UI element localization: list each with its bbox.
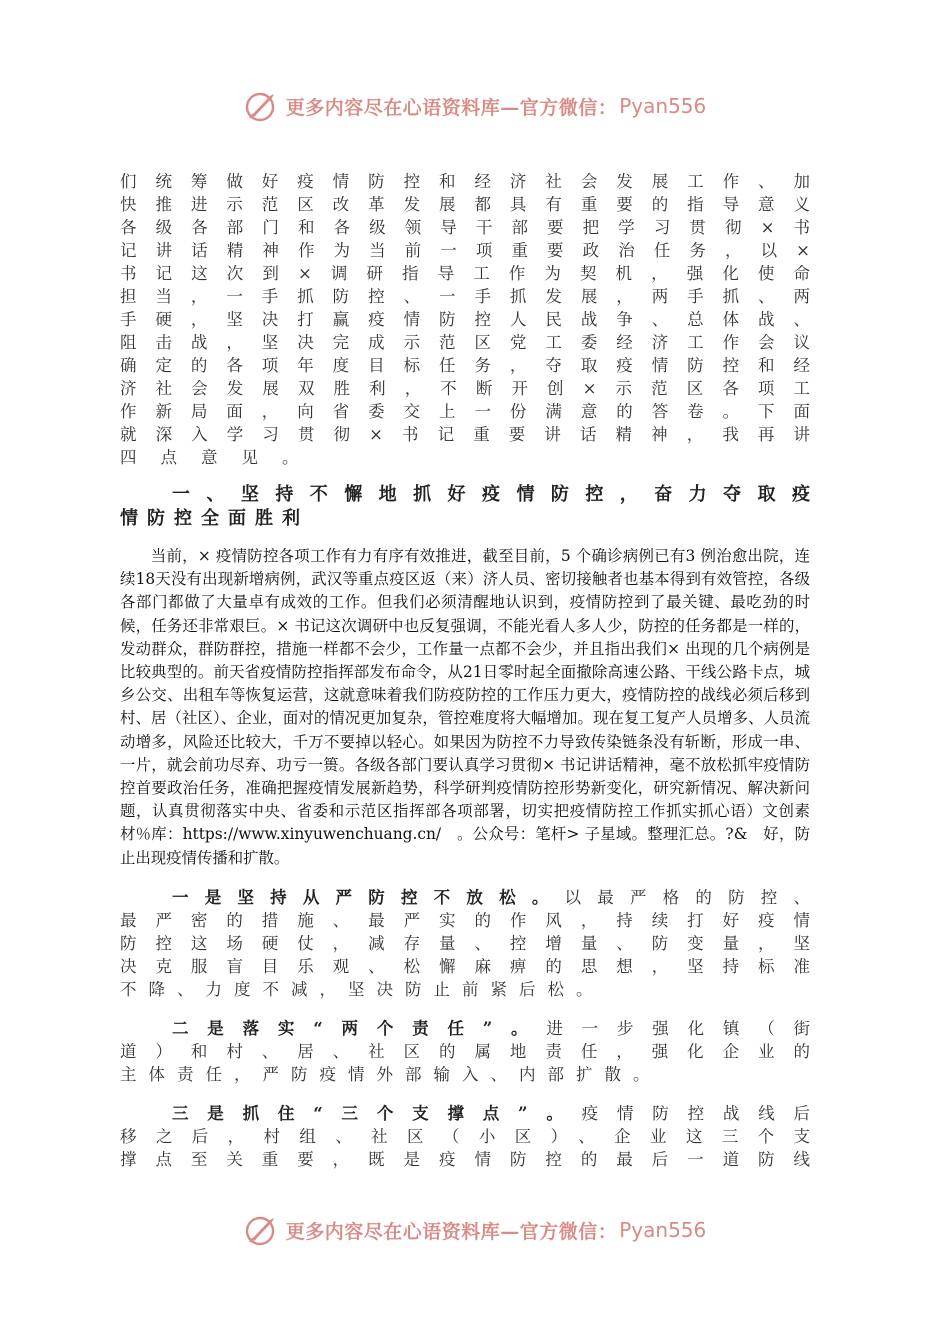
brush-logo-icon [244,1212,280,1248]
point-line: 移之后，村组、社区（小区）、企业这三个支 [120,1126,810,1146]
text-line: 各级各部门和各级领导干部要把学习贯彻×书 [120,218,810,237]
header-banner-text: 更多内容尽在心语资料库—官方微信： [285,96,618,119]
text-line: 担当，一手抓防控、一手抓发展，两手抓、两 [120,287,810,306]
header-banner-id: Pyan556 [619,94,707,118]
point-title: 二是落实“两个责任”。 [172,1018,547,1038]
point-one [120,886,810,1001]
point-line: 最严密的措施、最严实的作风，持续打好疫情 [120,910,810,930]
text-line: 确定的各项年度目标任务，夺取疫情防控和经 [120,356,810,375]
point-line [120,1017,810,1040]
body-paragraph: 当前，× 疫情防控各项工作有力有序有效推进，截至目前，5 个确诊病例已有3 例治愈出院，连续18天没有出现新增病例，武汉等重点疫区返（来）济人员、密切接触者也基本得到有效管控，各级各部门都做了大量卓有成效的工作。但我们必须清醒地认识到，疫情防控到了最关键、最吃劲的时候，任务还非常艰巨。× 书记这次调研中也反复强调，不能光看人多人少，防控的任务都是一样的，发动群众，群防群控，措施一样都不会少，工作量一点都不会少，并且指出我们× 出现的几个病例是比较典型的。前天省疫情防控指挥部发布命令，从21日零时起全面撤除高速公路、干线公路卡点，城乡公交、出租车等恢复运营，这就意味着我们防疫防控的工作压力更大，疫情防控的战线必须后移到村、居（社区）、企业，面对的情况更加复杂，管控难度将大幅增加。现在复工复产人员增多、人员流动增多，风险还比较大，千万不要掉以轻心。如果因为防控不力导致传染链条没有斩断，形成一串、一片，就会前功尽弃、功亏一篑。各级各部门要认真学习贯彻× 书记讲话精神，毫不放松抓牢疫情防控首要政治任务，准确把握疫情发展新趋势，科学研判疫情防控形势新变化，研究新情况、解决新问题，认真贯彻落实中央、省委和示范区指挥部各项部署，切实把疫情防控工作抓实抓心语）文创素材％库：https://www.xinyuwenchuang.cn/ 。公众号：笔杆> 子星域。整理汇总。?& 好，防止出现疫情传播和扩散。 [120,547,810,867]
heading-line: 一、坚持不懈地抓好疫情防控，奋力夺取疫 [172,484,810,505]
point-title: 三是抓住“三个支撑点”。 [172,1103,582,1123]
footer-banner-id: Pyan556 [619,1218,707,1242]
point-three [120,1102,810,1171]
text-line: 们统筹做好疫情防控和经济社会发展工作、加 [120,172,810,191]
point-line: 防控这场硬仗，减存量、控增量、防变量，坚 [120,933,810,953]
document-body [120,170,810,1171]
text-line: 就深入学习贯彻×书记重要讲话精神，我再讲 [120,425,810,444]
point-title: 一是坚持从严防控不放松。 [172,887,565,907]
point-text: 疫情防控战线后 [581,1103,811,1123]
point-two [120,1017,810,1086]
point-line: 决克服盲目乐观、松懈麻痹的思想，坚持标准 [120,956,810,976]
header-banner [0,84,950,128]
text-line: 济社会发展双胜利，不断开创×示范区各项工 [120,379,810,398]
point-text: 以最严格的防控、 [564,887,811,907]
text-line: 书记这次到×调研指导工作为契机，强化使命 [120,264,810,283]
brush-logo-icon [244,88,280,124]
text-line: 作新局面，向省委交上一份满意的答卷。下面 [120,402,810,421]
point-text: 进一步强化镇（街 [546,1018,811,1038]
point-line [120,886,810,909]
point-line: 主体责任，严防疫情外部输入、内部扩散。 [120,1064,662,1084]
footer-banner-text: 更多内容尽在心语资料库—官方微信： [285,1220,618,1243]
section-heading [120,483,810,531]
text-line: 快推进示范区改革发展都具有重要的指导意义 [120,195,810,214]
text-line: 手硬，坚决打赢疫情防控人民战争、总体战、 [120,310,810,329]
point-line: 不降、力度不减，坚决防止前紧后松。 [120,979,605,999]
text-line: 记讲话精神作为当前一项重要政治任务，以× [120,241,810,260]
intro-paragraph [120,170,810,469]
point-line [120,1102,810,1125]
text-line: 阻击战，坚决完成示范区党工委经济工作会议 [120,333,810,352]
point-line: 道）和村、居、社区的属地责任，强化企业的 [120,1041,810,1061]
text-line: 四点意见。 [120,448,323,467]
point-line: 撑点至关重要，既是疫情防控的最后一道防线 [120,1149,810,1169]
footer-banner [0,1208,950,1252]
heading-line: 情防控全面胜利 [120,508,309,529]
